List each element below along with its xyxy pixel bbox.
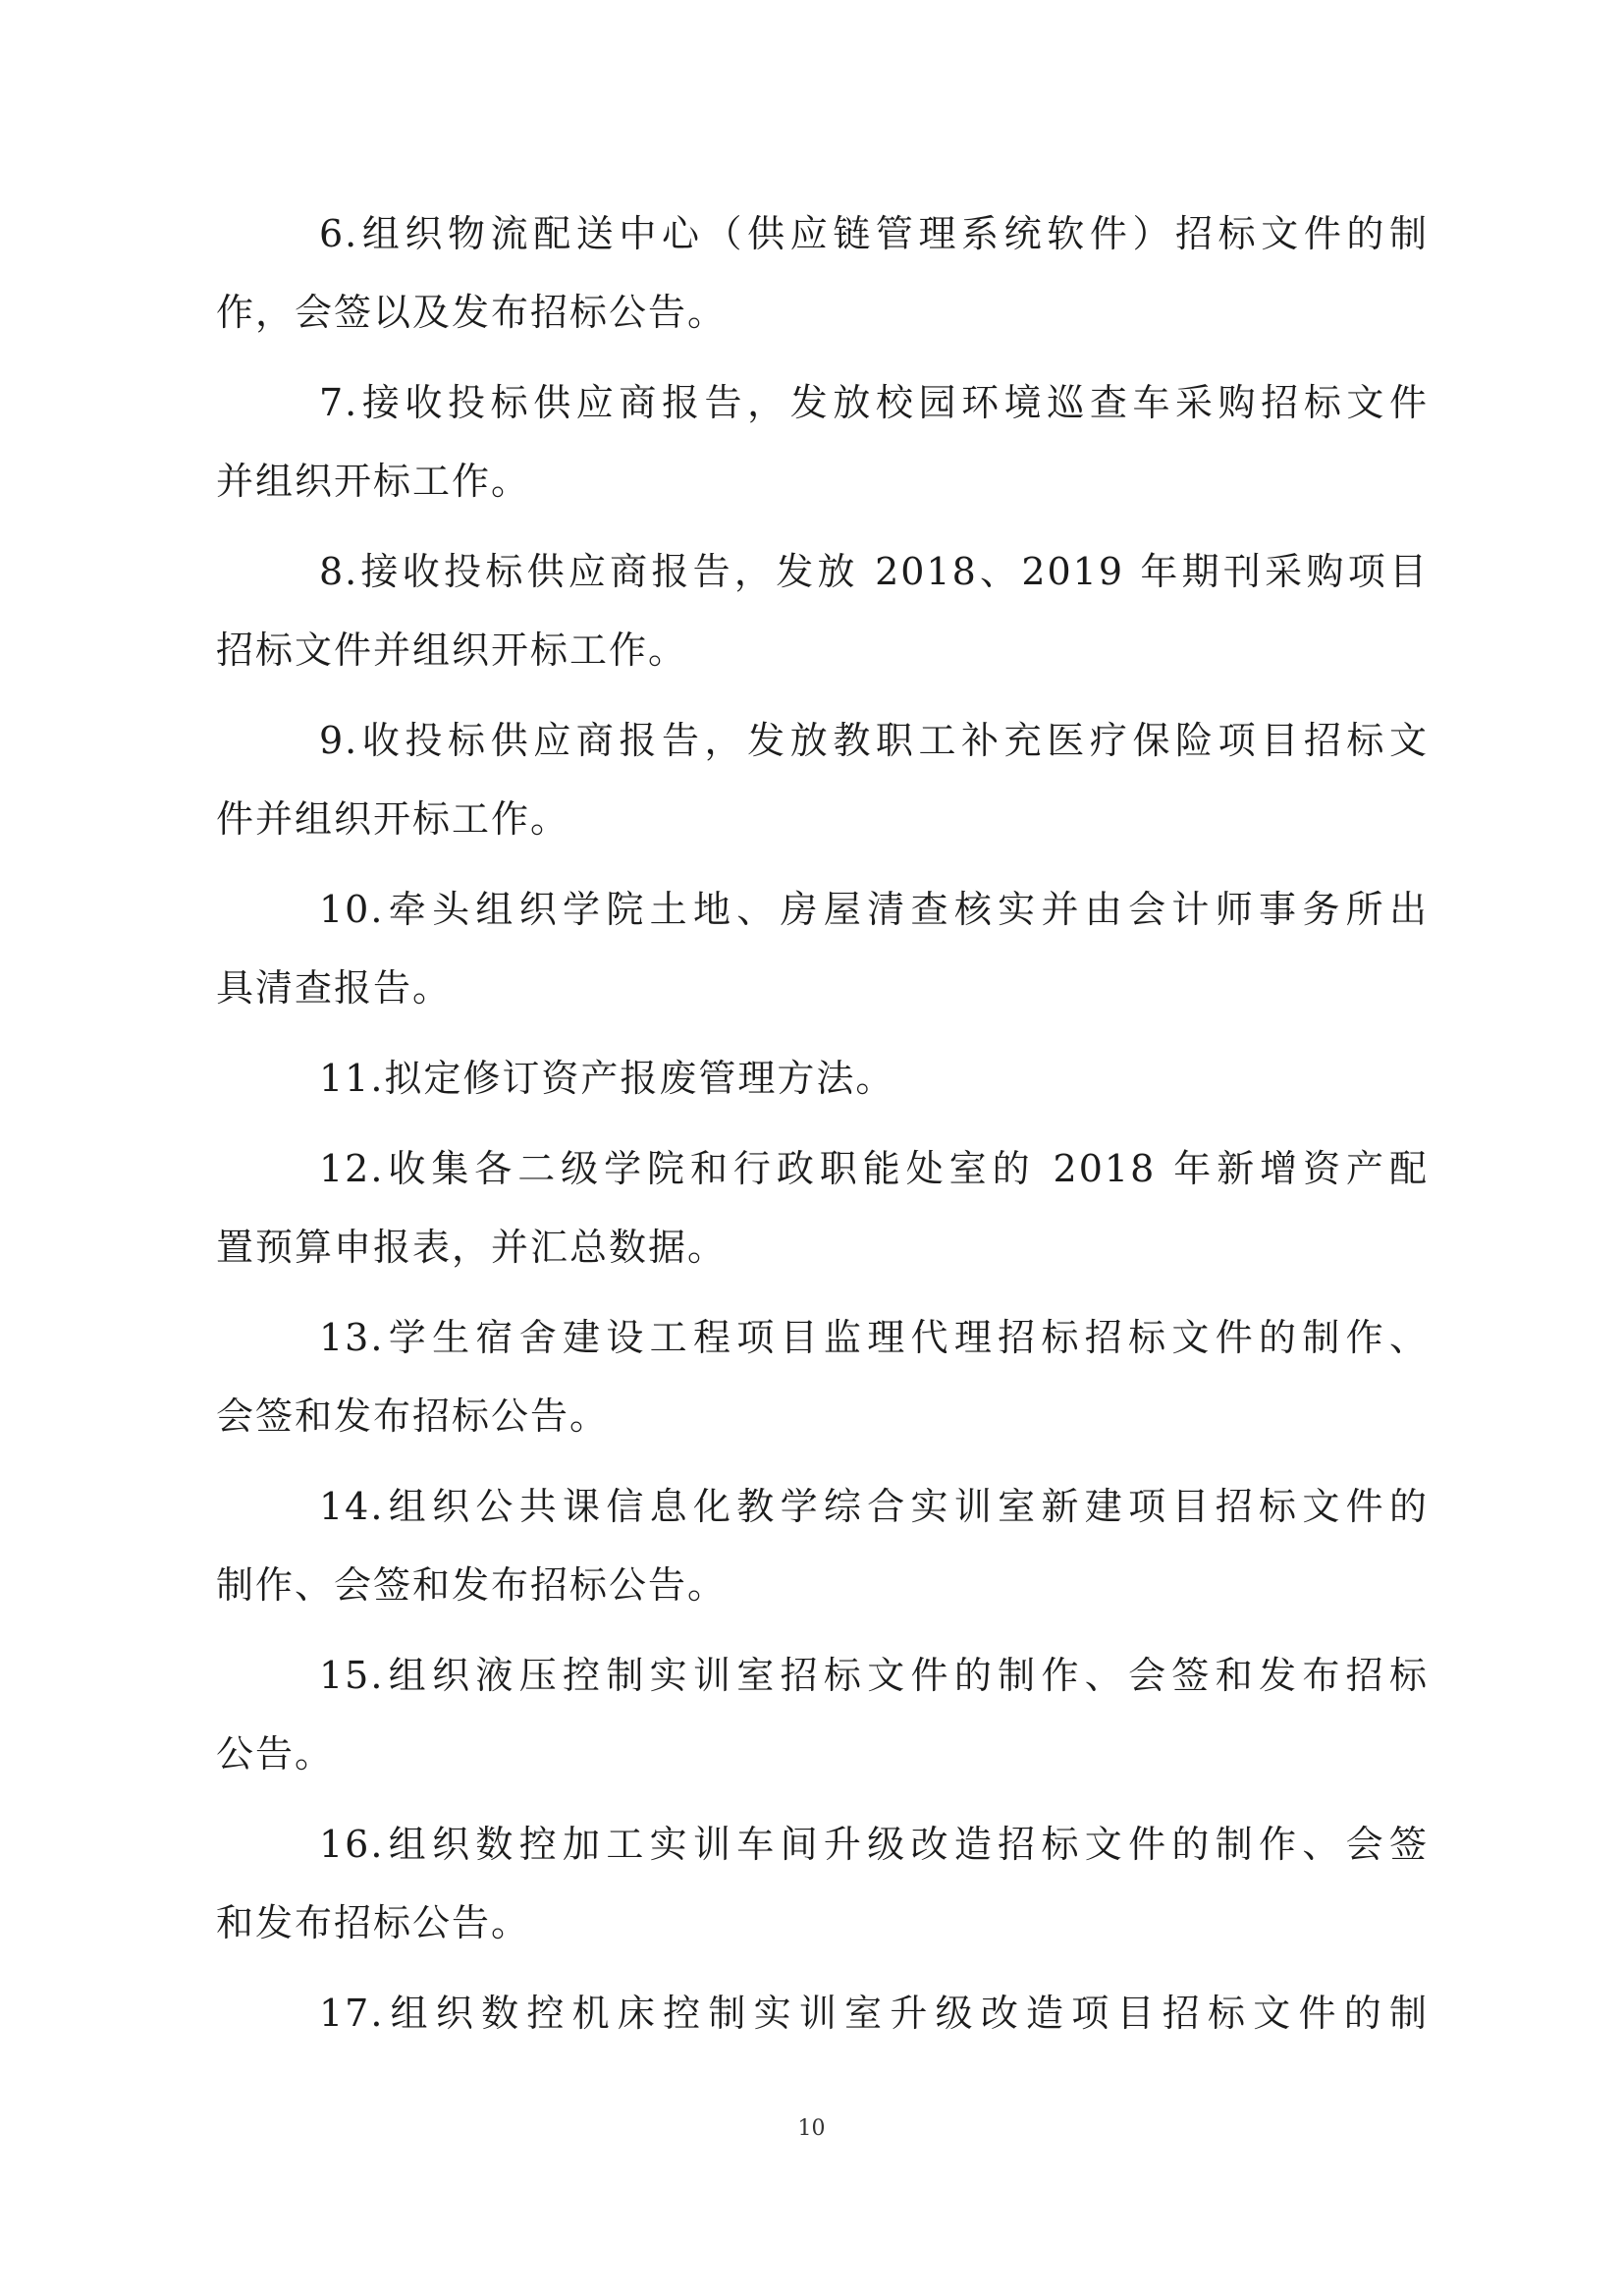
page-number: 10 — [797, 2116, 826, 2141]
paragraph-8 — [216, 532, 1429, 689]
paragraph-line: 和发布招标公告。 — [216, 1901, 531, 1944]
paragraph-line: 9.收投标供应商报告，发放教职工补充医疗保险项目招标文 — [319, 719, 1429, 762]
paragraph-line: 招标文件并组织开标工作。 — [216, 629, 688, 672]
paragraph-16 — [216, 1805, 1429, 1962]
paragraph-line: 件并组织开标工作。 — [216, 797, 570, 841]
paragraph-6 — [216, 194, 1429, 352]
paragraph-line: 7.接收投标供应商报告，发放校园环境巡查车采购招标文件 — [319, 381, 1429, 424]
paragraph-line: 10.牵头组织学院土地、房屋清查核实并由会计师事务所出 — [319, 888, 1429, 931]
paragraph-10 — [216, 870, 1429, 1027]
paragraph-line: 置预算申报表，并汇总数据。 — [216, 1226, 728, 1269]
paragraph-line: 公告。 — [216, 1732, 335, 1776]
paragraph-line: 14.组织公共课信息化教学综合实训室新建项目招标文件的 — [319, 1485, 1429, 1528]
paragraph-line: 并组织开标工作。 — [216, 460, 531, 503]
paragraph-14 — [216, 1467, 1429, 1624]
paragraph-17 — [216, 1974, 1429, 2052]
paragraph-line: 15.组织液压控制实训室招标文件的制作、会签和发布招标 — [319, 1654, 1429, 1697]
body-text — [216, 194, 1429, 2064]
paragraph-13 — [216, 1298, 1429, 1455]
paragraph-line: 17.组织数控机床控制实训室升级改造项目招标文件的制 — [319, 1992, 1429, 2035]
paragraph-line: 会签和发布招标公告。 — [216, 1394, 610, 1438]
paragraph-line: 13.学生宿舍建设工程项目监理代理招标招标文件的制作、 — [319, 1316, 1429, 1359]
paragraph-line: 6.组织物流配送中心（供应链管理系统软件）招标文件的制 — [319, 212, 1429, 255]
paragraph-9 — [216, 701, 1429, 858]
paragraph-12 — [216, 1129, 1429, 1286]
paragraph-line: 8.接收投标供应商报告，发放 2018、2019 年期刊采购项目 — [319, 550, 1429, 593]
paragraph-7 — [216, 363, 1429, 520]
paragraph-line: 具清查报告。 — [216, 966, 453, 1010]
paragraph-line: 制作、会签和发布招标公告。 — [216, 1563, 728, 1607]
paragraph-15 — [216, 1636, 1429, 1793]
paragraph-line: 作，会签以及发布招标公告。 — [216, 291, 728, 334]
paragraph-line: 12.收集各二级学院和行政职能处室的 2018 年新增资产配 — [319, 1147, 1429, 1190]
paragraph-11 — [216, 1039, 1429, 1118]
paragraph-line: 16.组织数控加工实训车间升级改造招标文件的制作、会签 — [319, 1823, 1429, 1866]
paragraph-line: 11.拟定修订资产报废管理方法。 — [319, 1057, 895, 1100]
